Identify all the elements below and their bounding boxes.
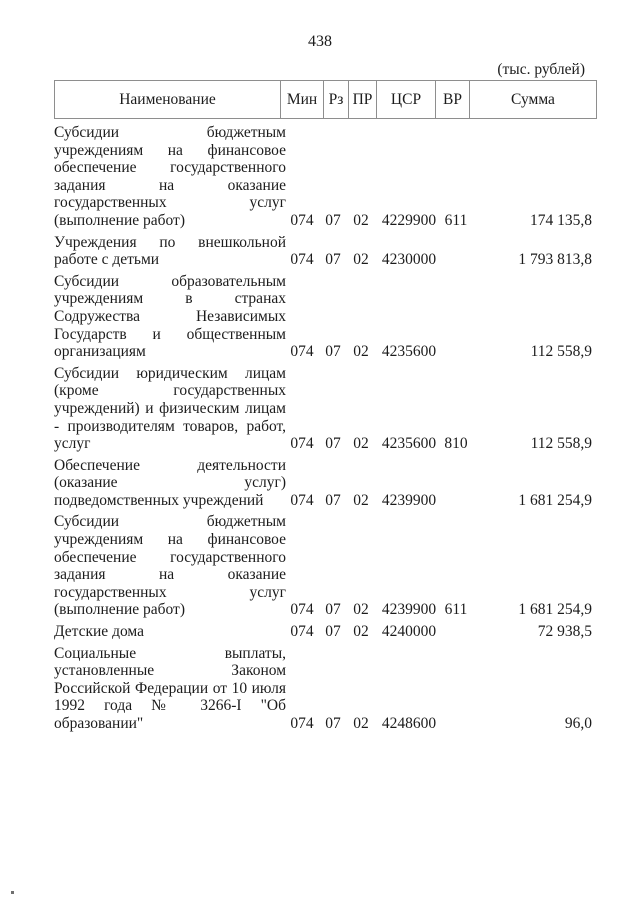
- cell-rz: 07: [325, 601, 341, 619]
- cell-csr: 4235600: [381, 343, 437, 361]
- table-row: [54, 645, 597, 733]
- cell-vr: 611: [444, 601, 468, 619]
- cell-sum: 96,0: [564, 715, 592, 732]
- cell-rz: 07: [325, 623, 341, 641]
- cell-pr: 02: [353, 435, 369, 453]
- cell-sum: 72 938,5: [537, 623, 592, 641]
- cell-pr: 02: [353, 251, 369, 269]
- cell-pr: 02: [353, 715, 369, 732]
- cell-vr: 810: [444, 435, 468, 453]
- cell-pr: 02: [353, 343, 369, 361]
- cell-name: Субсидии бюджетным учреждениям на финансовое обеспечение государственного задания на оказание государственных услуг (выполнение работ): [54, 513, 286, 619]
- cell-sum: 174 135,8: [530, 211, 592, 229]
- units-note: (тыс. рублей): [497, 61, 585, 78]
- table-body: [54, 124, 597, 733]
- cell-pr: 02: [353, 623, 369, 641]
- page-number: 438: [308, 33, 332, 50]
- cell-pr: 02: [353, 601, 369, 619]
- table-header-row: [54, 80, 597, 119]
- header-cell-sum: Сумма: [469, 81, 596, 118]
- cell-rz: 07: [325, 251, 341, 269]
- header-cell-name: Наименование: [119, 90, 216, 108]
- cell-csr: 4248600: [381, 715, 437, 732]
- cell-min: 074: [290, 601, 314, 619]
- cell-min: 074: [290, 251, 314, 269]
- cell-min: 074: [290, 623, 314, 641]
- header-cell-vr: ВР: [435, 81, 469, 118]
- cell-csr: 4239900: [381, 491, 437, 509]
- cell-name: Детские дома: [54, 623, 144, 641]
- cell-rz: 07: [325, 491, 341, 509]
- cell-min: 074: [290, 211, 314, 229]
- header-cell-csr: ЦСР: [376, 81, 435, 118]
- header-cell-min: Мин: [280, 81, 323, 118]
- cell-sum: 1 681 254,9: [518, 491, 592, 509]
- table-row: [54, 273, 597, 361]
- scan-artifact-dot: [11, 891, 14, 894]
- cell-csr: 4240000: [381, 623, 437, 641]
- table-row: [54, 365, 597, 453]
- cell-min: 074: [290, 343, 314, 361]
- cell-sum: 112 558,9: [530, 343, 592, 361]
- cell-vr: 611: [444, 211, 468, 229]
- cell-min: 074: [290, 491, 314, 509]
- cell-csr: 4229900: [381, 211, 437, 229]
- budget-table: [54, 80, 597, 733]
- cell-csr: 4235600: [381, 435, 437, 453]
- table-row: [54, 457, 597, 510]
- cell-csr: 4230000: [381, 251, 437, 269]
- cell-sum: 1 681 254,9: [518, 601, 592, 619]
- cell-name: Обеспечение деятельности (оказание услуг) подведомственных учреждений: [54, 456, 286, 509]
- header-cell-pr: ПР: [348, 81, 376, 118]
- cell-rz: 07: [325, 343, 341, 361]
- cell-name: Субсидии образовательным учреждениям в странах Содружества Независимых Государств и общественным организациям: [54, 272, 286, 361]
- table-row: [54, 234, 597, 269]
- cell-name: Социальные выплаты, установленные Законом Российской Федерации от 10 июля 1992 года № 3266-I "Об образовании": [54, 644, 286, 732]
- cell-sum: 1 793 813,8: [518, 251, 592, 269]
- table-row: [54, 513, 597, 619]
- table-row: [54, 623, 597, 641]
- cell-csr: 4239900: [381, 601, 437, 619]
- cell-name: Субсидии бюджетным учреждениям на финансовое обеспечение государственного задания на оказание государственных услуг (выполнение работ): [54, 124, 286, 229]
- cell-name: Учреждения по внешкольной работе с детьми: [54, 233, 286, 269]
- cell-min: 074: [290, 435, 314, 453]
- cell-pr: 02: [353, 211, 369, 229]
- cell-rz: 07: [325, 715, 341, 732]
- cell-name: Субсидии юридическим лицам (кроме государственных учреждений) и физическим лицам - производителям товаров, работ, услуг: [54, 364, 286, 453]
- cell-rz: 07: [325, 211, 341, 229]
- cell-rz: 07: [325, 435, 341, 453]
- table-row: [54, 124, 597, 230]
- cell-min: 074: [290, 715, 314, 732]
- cell-sum: 112 558,9: [530, 435, 592, 453]
- cell-pr: 02: [353, 491, 369, 509]
- header-cell-rz: Рз: [323, 81, 348, 118]
